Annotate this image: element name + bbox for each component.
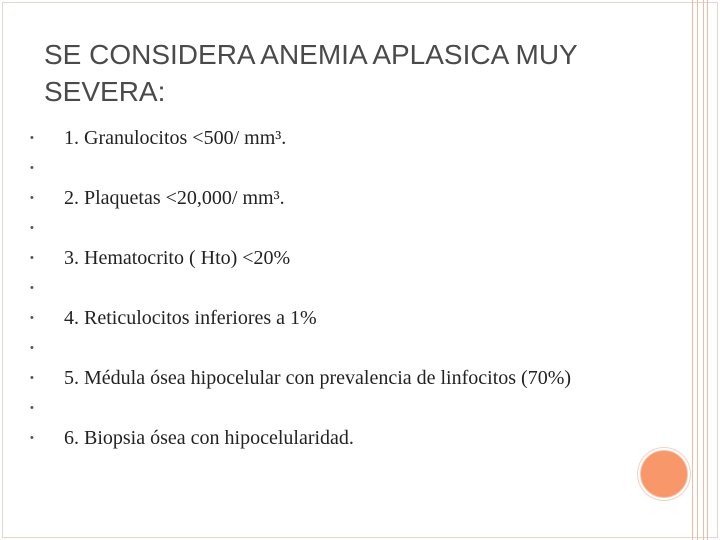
bullet-icon: • bbox=[30, 402, 34, 414]
decorative-stripe bbox=[703, 0, 704, 540]
list-item-text: 3. Hematocrito ( Hto) <20% bbox=[64, 247, 291, 269]
list-item-text: 2. Plaquetas <20,000/ mm³. bbox=[64, 187, 285, 209]
list-item-text: 4. Reticulocitos inferiores a 1% bbox=[64, 307, 317, 329]
list-item bbox=[30, 366, 590, 390]
bullet-icon: • bbox=[30, 282, 34, 294]
decorative-stripe bbox=[707, 0, 708, 540]
bullet-icon: • bbox=[30, 342, 34, 354]
list-item bbox=[30, 216, 590, 240]
bullet-icon: • bbox=[30, 372, 34, 384]
list-item bbox=[30, 156, 590, 180]
list-item-text: 5. Médula ósea hipocelular con prevalencia de linfocitos (70%) bbox=[64, 367, 572, 389]
decorative-stripe bbox=[697, 0, 698, 540]
decorative-circle bbox=[640, 450, 688, 498]
bullet-icon: • bbox=[30, 432, 34, 444]
bullet-icon: • bbox=[30, 312, 34, 324]
bullet-icon: • bbox=[30, 222, 34, 234]
slide-title: SE CONSIDERA ANEMIA APLASICA MUY SEVERA: bbox=[44, 39, 578, 107]
list-item bbox=[30, 246, 590, 270]
list-item-text: 6. Biopsia ósea con hipocelularidad. bbox=[64, 427, 354, 449]
bullet-list bbox=[30, 126, 590, 456]
list-item bbox=[30, 276, 590, 300]
list-item bbox=[30, 336, 590, 360]
list-item bbox=[30, 396, 590, 420]
bullet-icon: • bbox=[30, 192, 34, 204]
bullet-icon: • bbox=[30, 252, 34, 264]
list-item-text: 1. Granulocitos <500/ mm³. bbox=[64, 127, 287, 149]
list-item bbox=[30, 126, 590, 150]
list-item bbox=[30, 306, 590, 330]
list-item bbox=[30, 426, 590, 450]
list-item bbox=[30, 186, 590, 210]
bullet-icon: • bbox=[30, 132, 34, 144]
decorative-stripe bbox=[692, 0, 693, 540]
bullet-icon: • bbox=[30, 162, 34, 174]
